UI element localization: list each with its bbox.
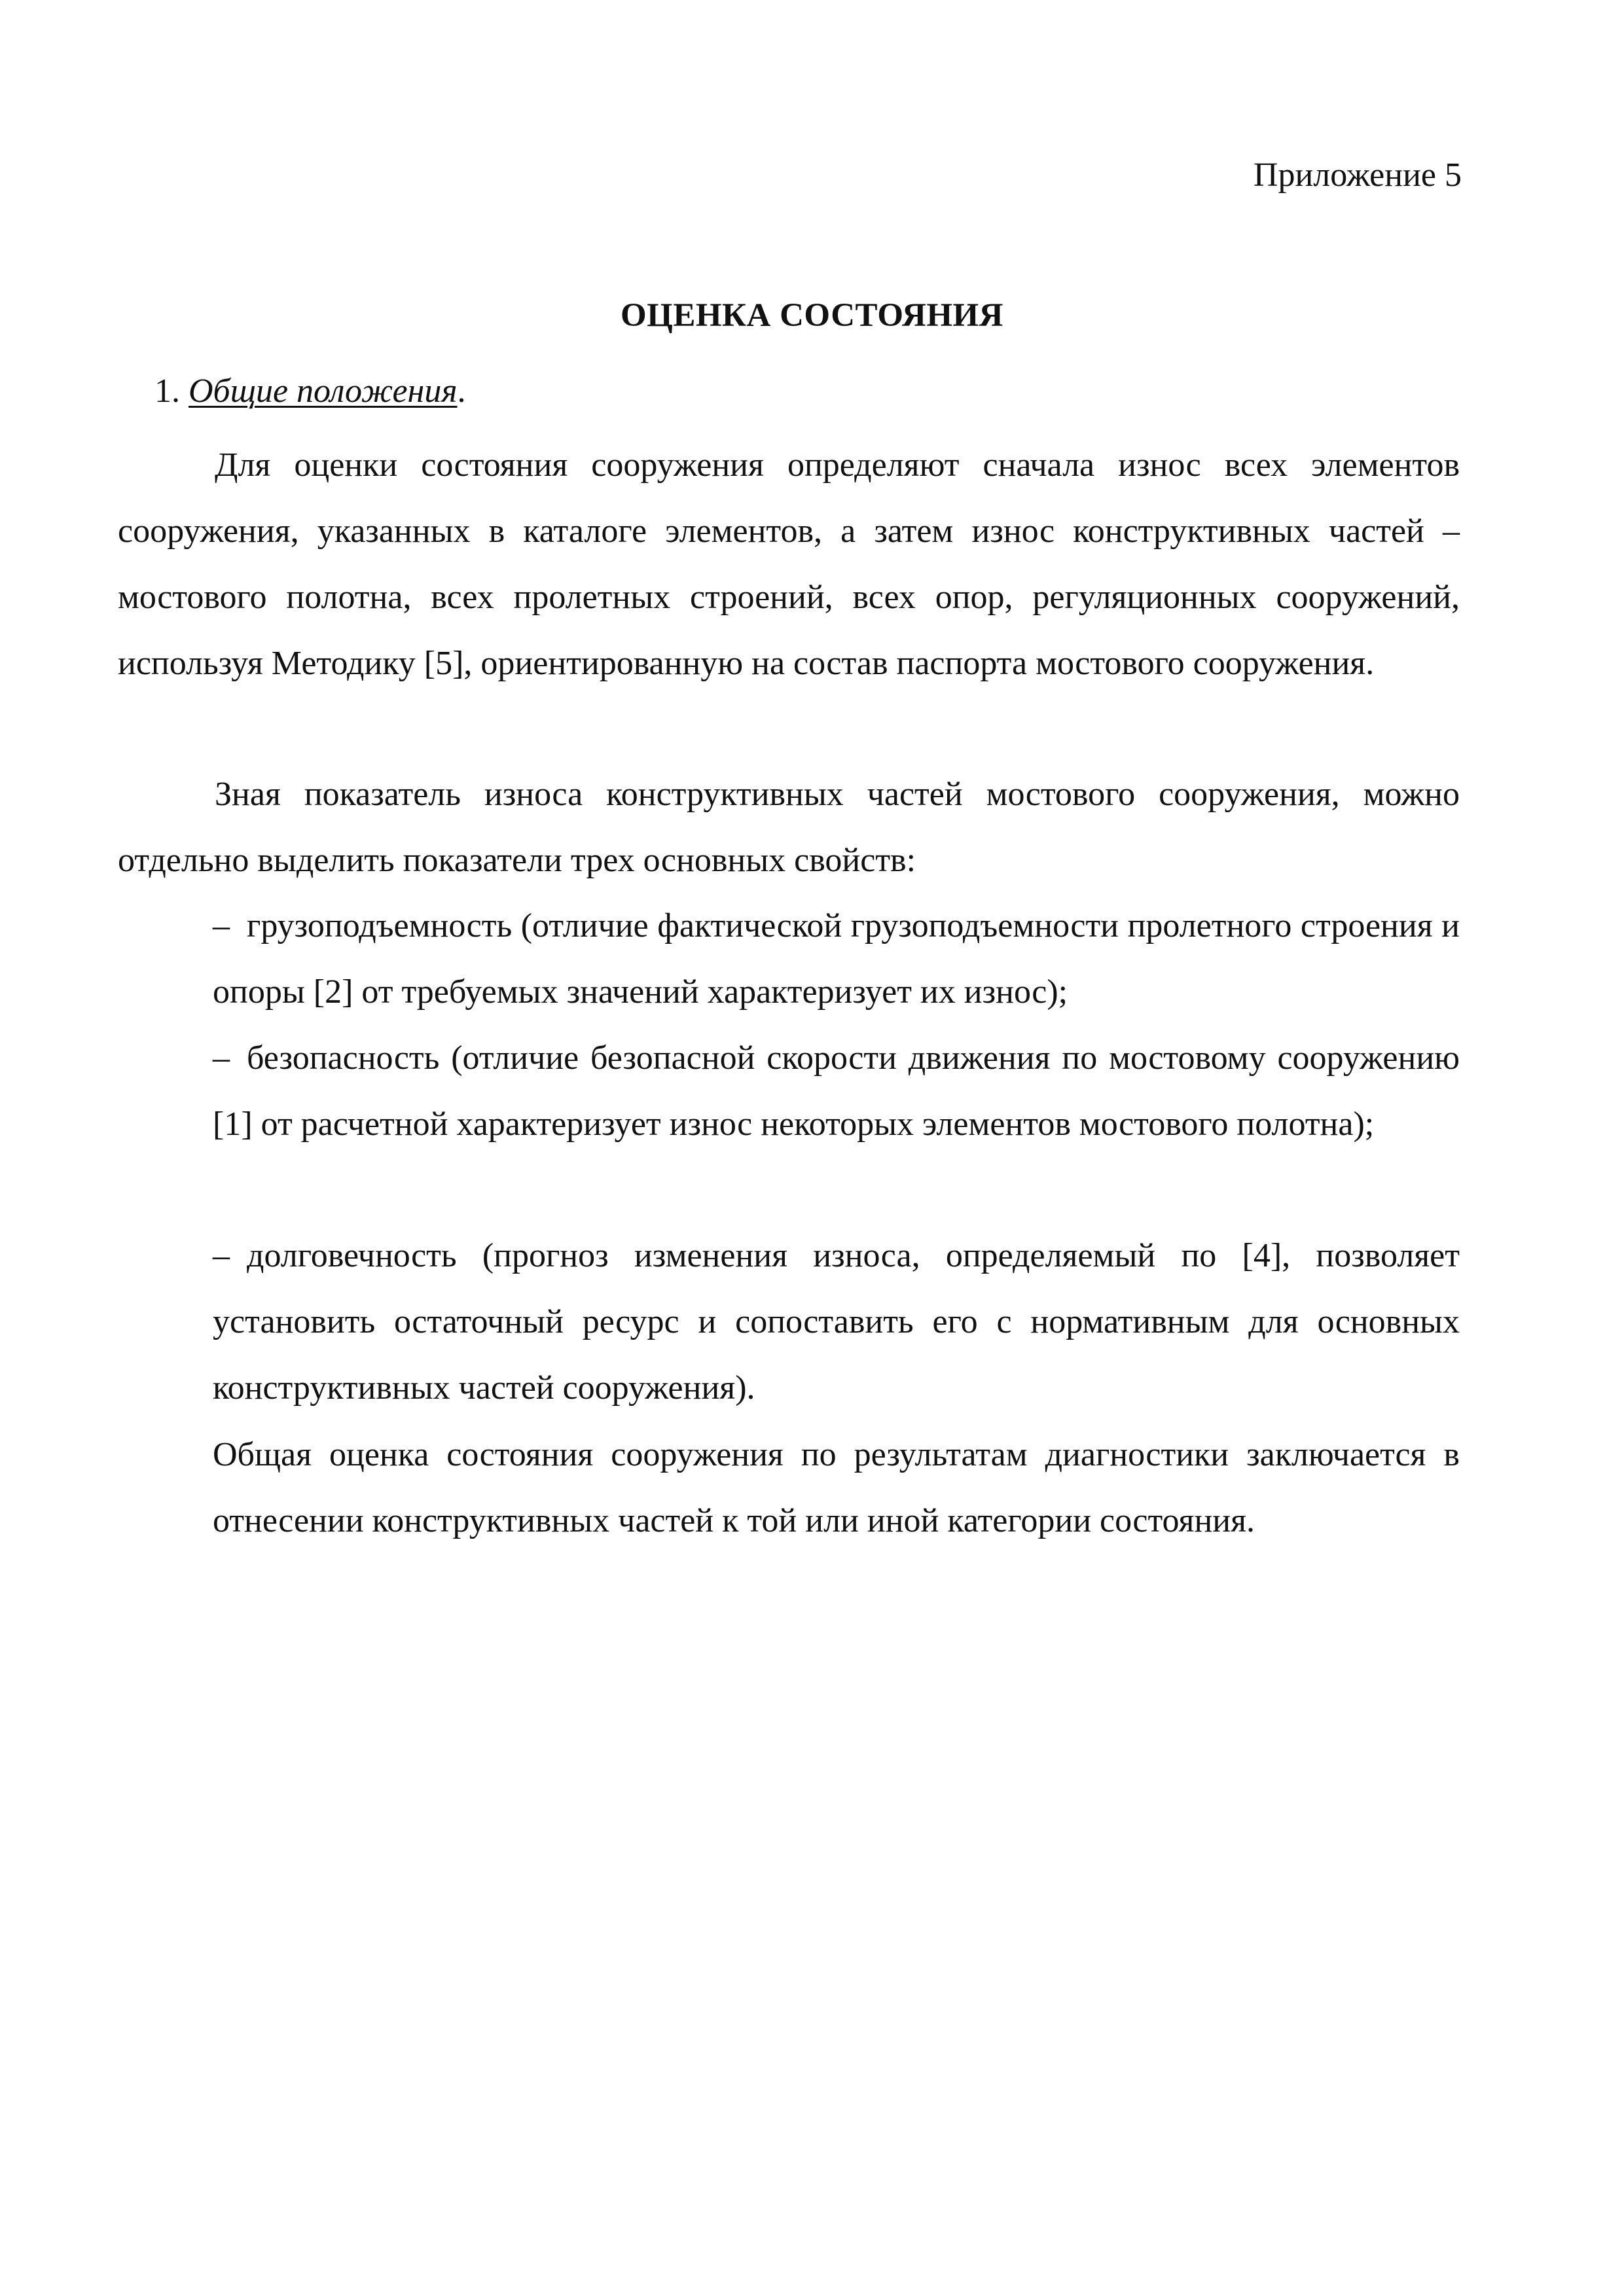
paragraph-conclusion: Общая оценка состояния сооружения по результатам диагностики заключается в отнесении конструктивных частей к той или иной категории состояния. xyxy=(213,1436,1460,1539)
list-dash: – xyxy=(213,1039,230,1077)
list-item-text: долговечность (прогноз изменения износа, определяемый по [4], позволяет установить остаточный ресурс и сопоставить его с нормативным для основных конструктивных частей сооружения). xyxy=(213,1237,1460,1407)
list-dash: – xyxy=(213,1237,230,1274)
list-item xyxy=(213,1025,1460,1157)
list-item xyxy=(213,893,1460,1025)
section-heading xyxy=(154,372,466,411)
appendix-label: Приложение 5 xyxy=(1253,156,1462,194)
section-title-suffix: . xyxy=(457,372,466,410)
list-item-text: безопасность (отличие безопасной скорости движения по мостовому сооружению [1] от расчетной характеризует износ некоторых элементов мостового полотна); xyxy=(213,1039,1460,1143)
paragraph-indicators: Зная показатель износа конструктивных частей мостового сооружения, можно отдельно выделить показатели трех основных свойств: xyxy=(118,776,1460,879)
list-item-text: грузоподъемность (отличие фактической грузоподъемности пролетного строения и опоры [2] от требуемых значений характеризует их износ); xyxy=(213,907,1460,1011)
list-dash: – xyxy=(213,907,230,944)
section-title: Общие положения xyxy=(189,372,458,410)
section-number: 1. xyxy=(154,372,180,410)
document-title: ОЦЕНКА СОСТОЯНИЯ xyxy=(620,297,1003,334)
paragraph-intro: Для оценки состояния сооружения определяют сначала износ всех элементов сооружения, указанных в каталоге элементов, а затем износ конструктивных частей – мостового полотна, всех пролетных строений, всех опор, регуляционных сооружений, используя Методику [5], ориентированную на состав паспорта мостового сооружения. xyxy=(118,446,1460,682)
list-item xyxy=(213,1223,1460,1421)
